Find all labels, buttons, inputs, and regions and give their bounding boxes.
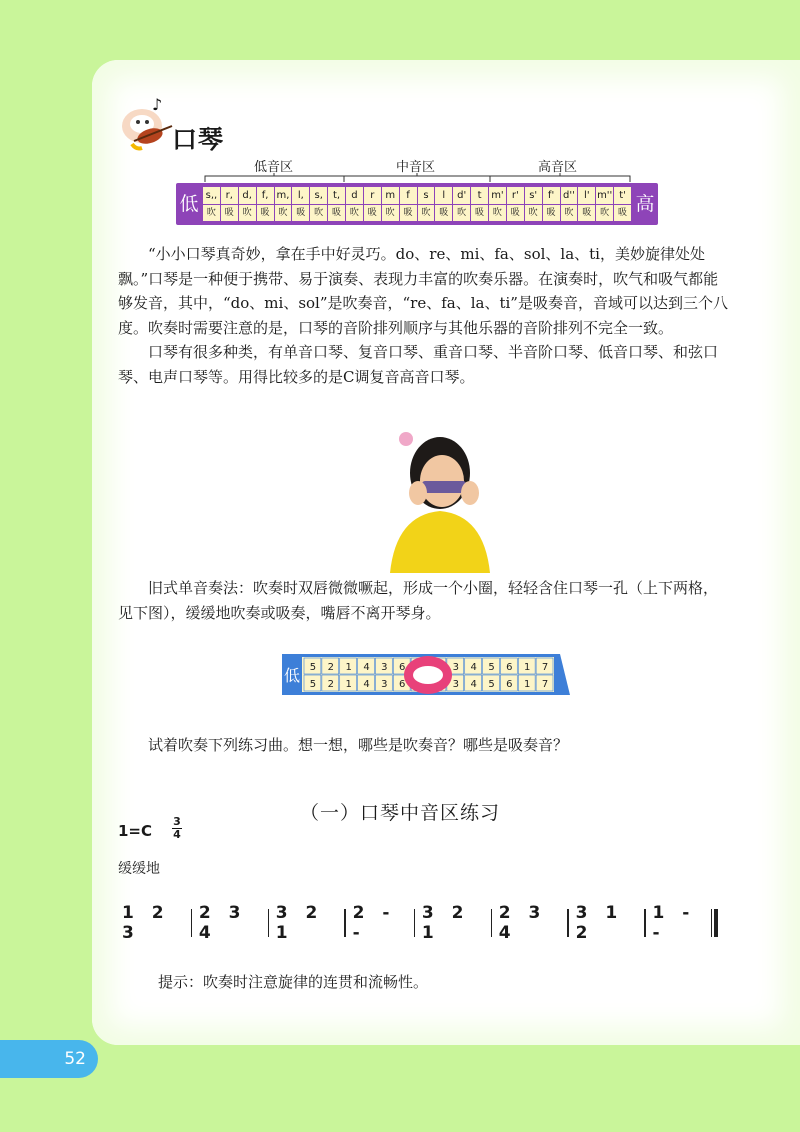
harmonica-hole bbox=[275, 187, 293, 221]
paragraph-text: 口琴有很多种类，有单音口琴、复音口琴、重音口琴、半音阶口琴、低音口琴、和弦口琴、电声口琴等。用得比较多的是C调复音高音口琴。 bbox=[118, 343, 719, 386]
hole-note: s,, bbox=[203, 187, 220, 205]
hole-note: t, bbox=[328, 187, 345, 205]
mouth-hole-diagram bbox=[282, 654, 570, 696]
barline bbox=[344, 909, 345, 937]
hole-note: d bbox=[346, 187, 363, 205]
hole-note: l, bbox=[292, 187, 309, 205]
hole-breath: 吸 bbox=[582, 208, 592, 218]
diagram-note: 4 bbox=[470, 679, 477, 690]
diagram-note: 3 bbox=[381, 662, 388, 673]
harmonica-hole bbox=[614, 187, 631, 221]
hole-note: r, bbox=[221, 187, 238, 205]
hole-note: d' bbox=[453, 187, 470, 205]
barline bbox=[414, 909, 415, 937]
hole-breath: 吸 bbox=[332, 208, 342, 218]
score-measure: 1 - - bbox=[652, 903, 696, 943]
final-barline bbox=[711, 909, 719, 937]
time-signature bbox=[172, 816, 182, 840]
diagram-note: 1 bbox=[524, 679, 531, 690]
hole-breath: 吸 bbox=[475, 208, 485, 218]
hole-breath: 吹 bbox=[457, 208, 467, 218]
harmonica-hole bbox=[453, 187, 471, 221]
diagram-note: 5 bbox=[488, 662, 495, 673]
barline bbox=[644, 909, 645, 937]
hole-note: t bbox=[471, 187, 488, 205]
diagram-note: 7 bbox=[541, 679, 549, 690]
score-measure: 3 2 1 bbox=[275, 903, 324, 943]
intro-paragraph bbox=[118, 242, 728, 389]
harmonica-hole bbox=[418, 187, 436, 221]
hole-note: s bbox=[418, 187, 435, 205]
hole-note: m, bbox=[275, 187, 292, 205]
harmonica-hole bbox=[596, 187, 614, 221]
diagram-note: 6 bbox=[399, 662, 406, 673]
diagram-note: 4 bbox=[470, 662, 477, 673]
diagram-note: 4 bbox=[363, 662, 370, 673]
harmonica-hole bbox=[507, 187, 525, 221]
hole-note: f, bbox=[257, 187, 274, 205]
hole-note: r bbox=[364, 187, 381, 205]
diagram-note: 2 bbox=[327, 679, 334, 690]
section-title: 口琴 bbox=[172, 125, 225, 154]
diagram-note: 5 bbox=[488, 679, 495, 690]
hole-breath: 吹 bbox=[528, 208, 538, 218]
hole-breath: 吸 bbox=[618, 208, 628, 218]
diagram-note: 2 bbox=[327, 662, 334, 673]
hole-note: r' bbox=[507, 187, 524, 205]
page-number: 52 bbox=[0, 1040, 98, 1078]
tempo-marking: 缓缓地 bbox=[118, 861, 160, 877]
hole-breath: 吸 bbox=[510, 208, 520, 218]
harmonica-hole bbox=[525, 187, 543, 221]
harmonica-hole bbox=[203, 187, 221, 221]
harmonica-hole bbox=[364, 187, 382, 221]
diagram-note: 4 bbox=[363, 679, 370, 690]
diagram-note: 7 bbox=[541, 662, 549, 673]
diagram-note: 3 bbox=[452, 679, 459, 690]
hole-note: l' bbox=[578, 187, 595, 205]
hole-breath: 吸 bbox=[546, 208, 556, 218]
harmonica-hole bbox=[543, 187, 561, 221]
harmonica-scale-chart bbox=[176, 183, 658, 225]
hole-note: d'' bbox=[561, 187, 578, 205]
hole-note: m' bbox=[489, 187, 506, 205]
hole-note: f bbox=[400, 187, 417, 205]
diagram-note: 3 bbox=[452, 662, 459, 673]
score-measure: 3 2 1 bbox=[421, 903, 470, 943]
hole-note: t' bbox=[614, 187, 631, 205]
diagram-note: 6 bbox=[506, 679, 513, 690]
harmonica-hole bbox=[239, 187, 257, 221]
range-label-high: 高音区 bbox=[538, 160, 578, 175]
svg-text:♪: ♪ bbox=[152, 96, 163, 114]
hole-breath: 吸 bbox=[224, 208, 234, 218]
diagram-end-label: 低 bbox=[284, 666, 301, 685]
hole-breath: 吹 bbox=[278, 208, 288, 218]
hole-note: f' bbox=[543, 187, 560, 205]
hole-breath: 吹 bbox=[349, 208, 359, 218]
harmonica-hole bbox=[471, 187, 489, 221]
diagram-note: 1 bbox=[345, 662, 352, 673]
time-denominator: 4 bbox=[173, 828, 181, 841]
barline bbox=[567, 909, 568, 937]
low-end-label: 低 bbox=[179, 193, 199, 215]
hole-note: s' bbox=[525, 187, 542, 205]
time-numerator: 3 bbox=[173, 815, 181, 828]
hole-breath: 吹 bbox=[385, 208, 395, 218]
barline bbox=[191, 909, 192, 937]
diagram-note: 1 bbox=[524, 662, 531, 673]
hole-breath: 吸 bbox=[296, 208, 306, 218]
score-measure: 2 3 4 bbox=[498, 903, 547, 943]
harmonica-hole bbox=[400, 187, 418, 221]
hole-breath: 吹 bbox=[564, 208, 574, 218]
hole-breath: 吸 bbox=[403, 208, 413, 218]
technique-paragraph bbox=[118, 576, 728, 625]
score-measure: 1 2 3 bbox=[122, 903, 170, 943]
hole-note: m'' bbox=[596, 187, 613, 205]
harmonica-holes bbox=[203, 187, 631, 221]
harmonica-hole bbox=[310, 187, 328, 221]
diagram-note: 6 bbox=[506, 662, 513, 673]
range-label-low: 低音区 bbox=[254, 160, 294, 175]
hole-breath: 吹 bbox=[600, 208, 610, 218]
hole-breath: 吹 bbox=[242, 208, 252, 218]
diagram-note: 6 bbox=[399, 679, 406, 690]
diagram-note: 1 bbox=[345, 679, 352, 690]
range-label-mid: 中音区 bbox=[396, 160, 436, 175]
diagram-note: 5 bbox=[309, 679, 317, 690]
harmonica-hole bbox=[346, 187, 364, 221]
key-signature: 1=C bbox=[118, 822, 153, 840]
harmonica-hole bbox=[292, 187, 310, 221]
harmonica-hole bbox=[561, 187, 579, 221]
score-measure: 3 1 2 bbox=[575, 903, 624, 943]
paragraph-text: 旧式单音奏法：吹奏时双唇微微噘起，形成一个小圈，轻轻含住口琴一孔（上下两格，见下图），缓缓地吹奏或吸奏，嘴唇不离开琴身。 bbox=[118, 579, 719, 622]
diagram-note: 5 bbox=[309, 662, 317, 673]
paragraph-text: “小小口琴真奇妙，拿在手中好灵巧。do、re、mi、fa、sol、la、ti，美妙旋律处处飘。”口琴是一种便于携带、易于演奏、表现力丰富的吹奏乐器。在演奏时，吹气和吸气都能够发音，其中，“do、mi、sol”是吹奏音，“re、fa、la、ti”是吸奏音，音域可以达到三个八度。吹奏时需要注意的是，口琴的音阶排列顺序与其他乐器的音阶排列不完全一致。 bbox=[118, 245, 728, 337]
harmonica-hole bbox=[257, 187, 275, 221]
exercise-title: （一）口琴中音区练习 bbox=[299, 802, 500, 824]
harmonica-hole bbox=[221, 187, 239, 221]
hole-note: l bbox=[435, 187, 452, 205]
hole-note: d, bbox=[239, 187, 256, 205]
hole-breath: 吹 bbox=[492, 208, 502, 218]
question-paragraph bbox=[118, 733, 728, 758]
barline bbox=[268, 909, 269, 937]
harmonica-hole bbox=[578, 187, 596, 221]
hole-breath: 吸 bbox=[260, 208, 270, 218]
hole-breath: 吸 bbox=[439, 208, 449, 218]
numbered-notation-score bbox=[118, 903, 718, 943]
hole-breath: 吹 bbox=[314, 208, 324, 218]
hole-breath: 吹 bbox=[206, 208, 216, 218]
hole-note: s, bbox=[310, 187, 327, 205]
barline bbox=[491, 909, 492, 937]
diagram-note: 3 bbox=[381, 679, 388, 690]
hole-breath: 吸 bbox=[367, 208, 377, 218]
harmonica-hole bbox=[489, 187, 507, 221]
harmonica-hole bbox=[382, 187, 400, 221]
harmonica-hole bbox=[435, 187, 453, 221]
paragraph-text: 试着吹奏下列练习曲。想一想，哪些是吹奏音？哪些是吸奏音？ bbox=[148, 736, 569, 754]
exercise-tip: 提示：吹奏时注意旋律的连贯和流畅性。 bbox=[158, 973, 429, 991]
hole-breath: 吹 bbox=[421, 208, 431, 218]
hole-note: m bbox=[382, 187, 399, 205]
high-end-label: 高 bbox=[635, 193, 655, 215]
harmonica-hole bbox=[328, 187, 346, 221]
score-measure: 2 3 4 bbox=[198, 903, 247, 943]
score-measure: 2 - - bbox=[352, 903, 396, 943]
girl-playing-harmonica-image bbox=[370, 425, 510, 573]
